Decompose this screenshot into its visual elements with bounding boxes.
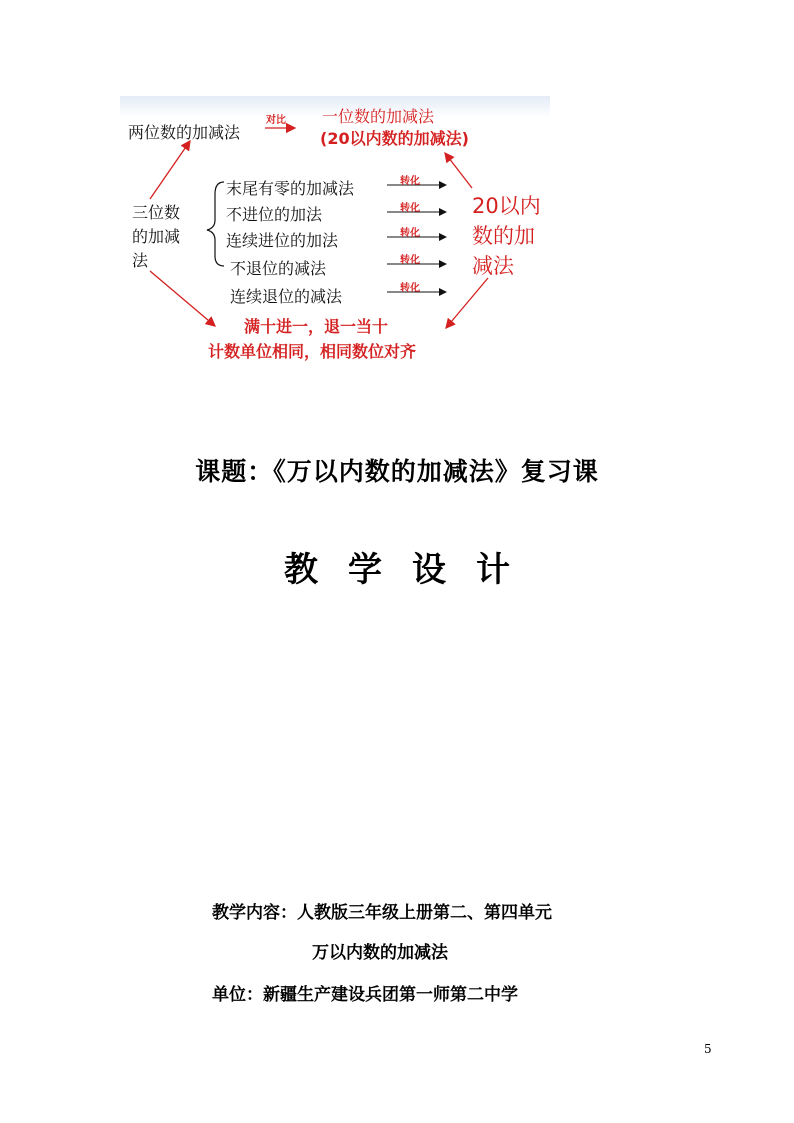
- convert-label: 转化: [400, 255, 420, 266]
- rule-line2: 计数单位相同，相同数位对齐: [208, 342, 417, 361]
- list-item: 连续退位的减法: [230, 287, 343, 306]
- rule-line1: 满十进一，退一当十: [244, 317, 389, 336]
- convert-label: 转化: [400, 203, 420, 214]
- list-item: 不退位的减法: [230, 259, 327, 278]
- compare-label: 对比: [266, 115, 286, 126]
- up-arrow-right: [445, 153, 472, 188]
- within20-subtitle: (20以内数的加减法): [320, 129, 469, 148]
- up-arrow-left: [150, 141, 190, 199]
- within20-line1: 20以内: [472, 194, 541, 218]
- document-type-heading: 教学设计: [284, 550, 540, 590]
- one-digit-label: 一位数的加减法: [322, 107, 435, 126]
- brace: [207, 182, 224, 266]
- page-number: 5: [704, 1042, 712, 1056]
- teaching-content: 教学内容：人教版三年级上册第二、第四单元: [212, 903, 552, 923]
- two-digit-label: 两位数的加减法: [128, 123, 241, 142]
- three-digit-label-1: 三位数: [132, 203, 181, 222]
- three-digit-label-3: 法: [132, 251, 149, 270]
- list-item: 末尾有零的加减法: [226, 179, 355, 198]
- list-item: 连续进位的加法: [226, 231, 339, 250]
- three-digit-label-2: 的加减: [132, 227, 181, 246]
- teaching-content-topic: 万以内数的加减法: [312, 943, 448, 963]
- down-arrow-left: [150, 271, 215, 326]
- within20-line2: 数的加: [472, 224, 535, 248]
- list-item: 不进位的加法: [226, 205, 323, 224]
- unit-line: 单位：新疆生产建设兵团第一师第二中学: [212, 985, 518, 1005]
- knowledge-diagram: [120, 96, 550, 366]
- down-arrow-right: [446, 278, 488, 328]
- convert-label: 转化: [400, 283, 420, 294]
- course-title: 课题：《万以内数的加减法》复习课: [195, 457, 599, 486]
- within20-line3: 减法: [472, 254, 514, 278]
- convert-label: 转化: [400, 176, 420, 187]
- convert-label: 转化: [400, 228, 420, 239]
